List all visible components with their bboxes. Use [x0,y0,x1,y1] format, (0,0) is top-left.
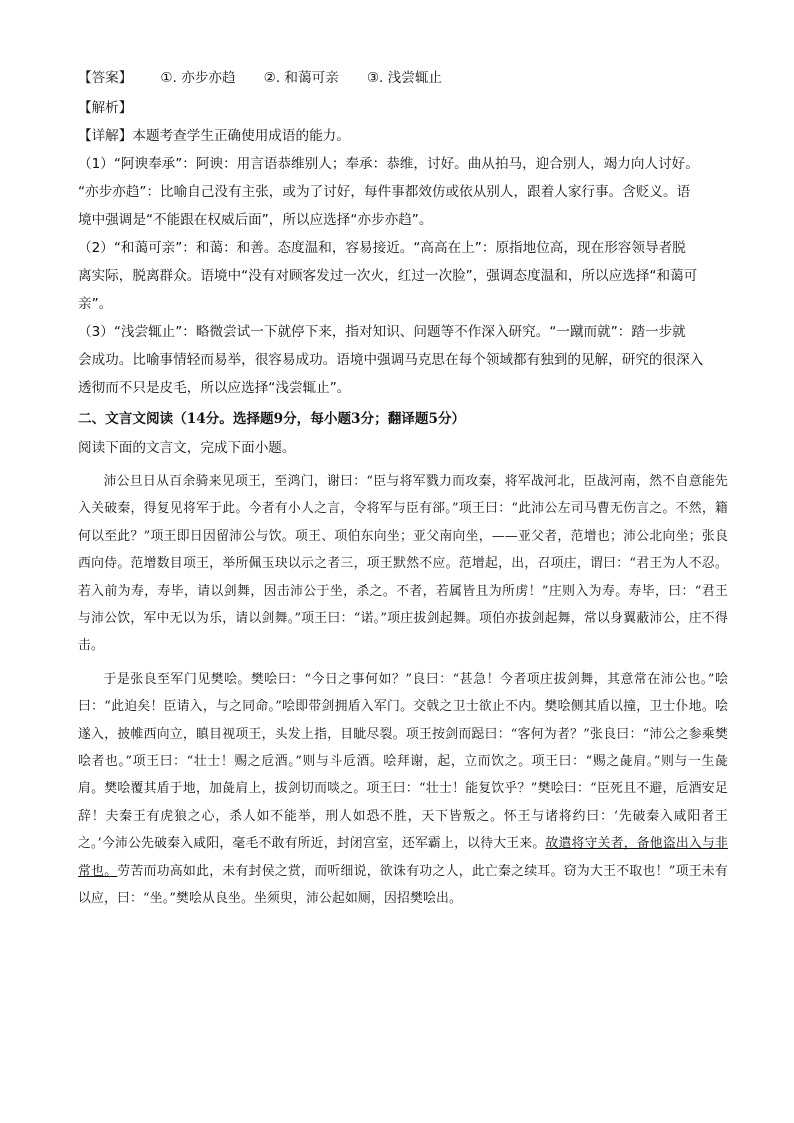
underlined-sentence: 故遣将守关者，备他盗出入与非常也。 [78,836,728,879]
explanation-line: 离实际，脱离群众。语境中“没有对顾客发过一次火，红过一次脸”，强调态度温和，所以应选择“和蔼可 [78,268,698,284]
passage-paragraph-1: 沛公旦日从百余骑来见项王，至鸿门，谢曰：“臣与将军戮力而攻秦，将军战河北，臣战河南，然不自意能先入关破秦，得复见将军于此。今者有小人之言，令将军与臣有郤。”项王曰：“此沛公左司马曹无伤言之。不然，籍何以至此？”项王即日因留沛公与饮。项王、项伯东向坐；亚父南向坐，——亚父者，范增也；沛公北向坐；张良西向侍。范增数目项王，举所佩玉玦以示之者三，项王默然不应。范增起，出，召项庄，谓曰：“君王为人不忍。若入前为寿，寿毕，请以剑舞，因击沛公于坐，杀之。不者，若属皆且为所虏！”庄则入为寿。寿毕，曰：“君王与沛公饮，军中无以为乐，请以剑舞。”项王曰：“诺。”项庄拔剑起舞。项伯亦拔剑起舞，常以身翼蔽沛公，庄不得击。 [78,474,728,654]
explanation-line: 境中强调是“不能跟在权威后面”，所以应选择“亦步亦趋”。 [78,212,433,228]
explanation-item-3 [78,318,728,402]
answer-label: 【答案】 [78,70,133,86]
passage-paragraph-2 [78,666,728,913]
explanation-line: 会成功。比喻事情轻而易举，很容易成功。语境中强调马克思在每个领域都有独到的见解，研究的很深入 [78,352,704,368]
answer-item-3: ③. 浅尝辄止 [366,70,443,86]
section-instruction: 阅读下面的文言文，完成下面小题。 [78,440,296,456]
explanation-line: （1）“阿谀奉承”：阿谀：用言语恭维别人；奉承：恭维，讨好。曲从拍马，迎合别人，竭力向人讨好。 [78,156,699,172]
analysis-label: 【解析】 [78,100,133,116]
passage-paragraph-2-part-a: 于是张良至军门见樊哙。樊哙曰：“今日之事何如？”良曰：“甚急！今者项庄拔剑舞，其意常在沛公也。”哙曰：“此迫矣！臣请入，与之同命。”哙即带剑拥盾入军门。交戟之卫士欲止不内。樊哙侧其盾以撞，卫士仆地。哙遂入，披帷西向立，瞋目视项王，头发上指，目眦尽裂。项王按剑而跽曰：“客何为者？”张良曰：“沛公之参乘樊哙者也。”项王曰：“壮士！赐之卮酒。”则与斗卮酒。哙拜谢，起，立而饮之。项王曰：“赐之彘肩。”则与一生彘肩。樊哙覆其盾于地，加彘肩上，拔剑切而啖之。项王曰：“壮士！能复饮乎？”樊哙曰：“臣死且不避，卮酒安足辞！夫秦王有虎狼之心，杀人如不能举，刑人如恐不胜，天下皆叛之。怀王与诸将约曰：‘先破秦入咸阳者王之。’今沛公先破秦入咸阳，毫毛不敢有所近，封闭宫室，还军霸上，以待大王来。 [78,671,728,852]
explanation-intro: 【详解】本题考查学生正确使用成语的能力。 [78,128,350,144]
document-page [78,64,728,913]
explanation-line: 透彻而不只是皮毛，所以应选择“浅尝辄止”。 [78,380,351,396]
classical-passage [78,468,728,913]
explanation-item-2 [78,234,728,318]
answer-item-1: ①. 亦步亦趋 [160,70,236,86]
explanation-line: （3）“浅尝辄止”：略微尝试一下就停下来，指对知识、问题等不作深入研究。“一蹴而就”：踏一步就 [78,324,686,340]
explanation-line: （2）“和蔼可亲”：和蔼：和善。态度温和，容易接近。“高高在上”：原指地位高，现在形容领导者脱 [78,240,686,256]
answer-item-2: ②. 和蔼可亲 [263,70,339,86]
explanation-item-1 [78,150,728,234]
explanation-line: “亦步亦趋”：比喻自己没有主张，或为了讨好，每件事都效仿或依从别人，跟着人家行事。含贬义。语 [78,184,691,200]
explanation-line: 亲”。 [78,296,113,312]
section-heading: 二、文言文阅读（14分。选择题9分，每小题3分；翻译题5分） [78,411,466,427]
answer-row [78,64,728,92]
passage-paragraph-2-part-b: 劳苦而功高如此，未有封侯之赏，而听细说，欲诛有功之人，此亡秦之续耳。窃为大王不取也！”项王未有以应，曰：“坐。”樊哙从良坐。坐须臾，沛公起如厕，因招樊哙出。 [78,863,728,907]
